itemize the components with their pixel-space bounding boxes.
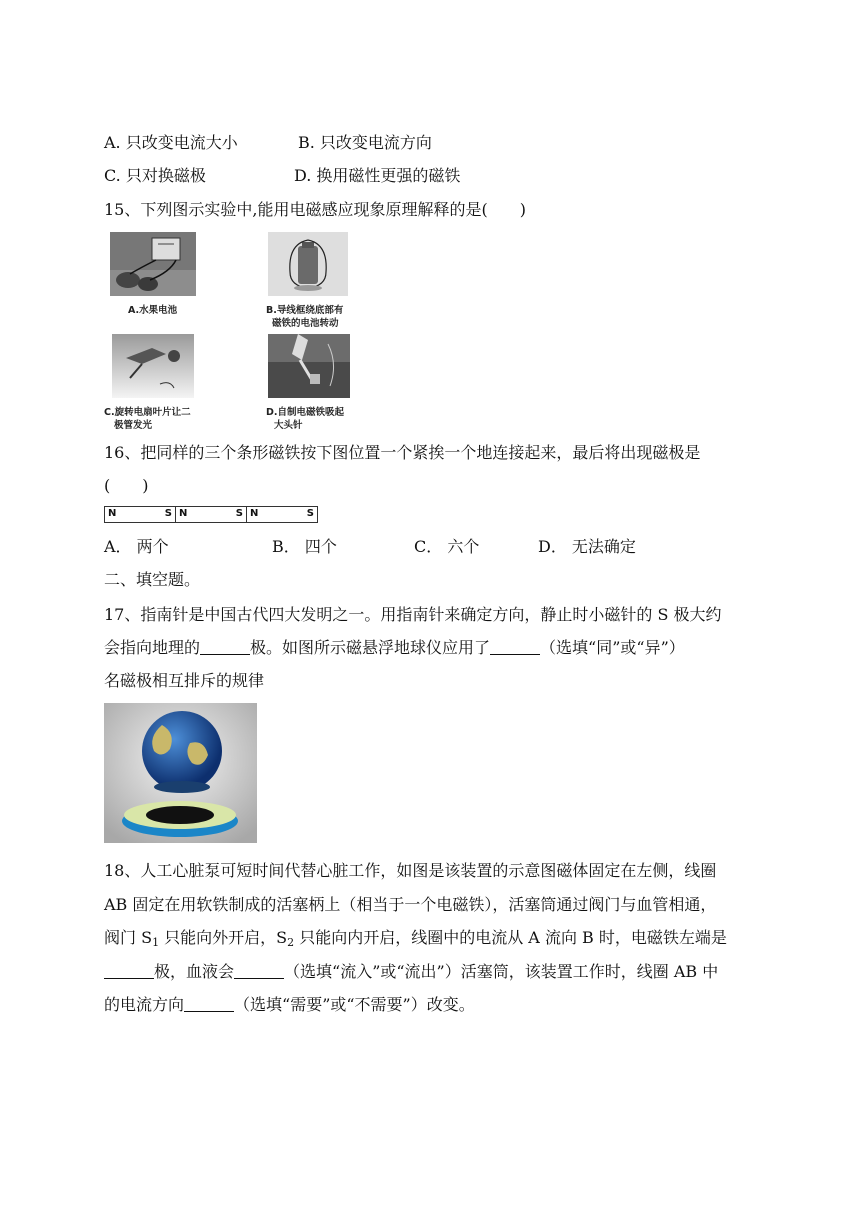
q18-line-1: 18、人工心脏泵可短时间代替心脏工作，如图是该装置的示意图磁体固定在左侧，线圈 (104, 861, 717, 880)
magnet-3-north: N (250, 508, 259, 519)
subscript: 1 (152, 936, 160, 949)
q14-option-a: A. 只改变电流大小 (104, 133, 238, 152)
bar-magnet-3 (246, 506, 318, 523)
answer-blank[interactable] (490, 638, 540, 655)
magnet-3-south: S (306, 508, 314, 519)
q18-line-3 (104, 928, 727, 948)
q17-line-2 (104, 638, 685, 658)
q18-text-c: 只能向内开启，线圈中的电流从 A 流向 B 时，电磁铁左端是 (294, 928, 727, 947)
q14-option-d: D. 换用磁性更强的磁铁 (294, 166, 461, 185)
fan-diode-photo (112, 334, 194, 398)
q18-text-b: 只能向外开启，S (159, 928, 288, 947)
figure-c-caption-2: 极管发光 (114, 420, 153, 431)
q18-text-d: 极，血液会 (154, 962, 235, 981)
bar-magnet-1 (104, 506, 176, 523)
subscript: 2 (287, 936, 295, 949)
answer-blank[interactable] (184, 995, 234, 1012)
q17-line-3: 名磁极相互排斥的规律 (104, 671, 265, 690)
q17-line-1: 17、指南针是中国古代四大发明之一。用指南针来确定方向，静止时小磁针的 S 极大约 (104, 605, 722, 624)
q18-text-a: 阀门 S (104, 928, 153, 947)
q15-stem: 15、下列图示实验中,能用电磁感应现象原理解释的是( ) (104, 200, 526, 219)
q17-text-a: 会指向地理的 (104, 638, 201, 657)
q16-option-d: D． 无法确定 (538, 537, 636, 556)
section-heading: 二、填空题。 (104, 570, 201, 589)
q18-text-e: （选填“流入”或“流出”）活塞筒，该装置工作时，线圈 AB 中 (284, 962, 719, 981)
q18-line-2: AB 固定在用软铁制成的活塞柄上（相当于一个电磁铁），活塞筒通过阀门与血管相通， (104, 895, 717, 914)
answer-blank[interactable] (234, 962, 284, 979)
magnet-2-south: S (235, 508, 243, 519)
fruit-battery-photo (110, 232, 196, 296)
figure-d-caption-2: 大头针 (274, 420, 303, 431)
q14-option-c: C. 只对换磁极 (104, 166, 206, 185)
figure-b-caption-2: 磁铁的电池转动 (272, 318, 339, 329)
bar-magnet-2 (175, 506, 247, 523)
bar-magnets-diagram (104, 506, 318, 523)
q16-option-b: B． 四个 (272, 537, 337, 556)
q18-line-4 (104, 962, 718, 982)
figure-b-caption-1: B.导线框绕底部有 (266, 305, 344, 316)
figure-c-caption-1: C.旋转电扇叶片让二 (104, 407, 191, 418)
electromagnet-pins-photo (268, 334, 350, 398)
q18-line-5 (104, 995, 475, 1015)
figure-a-caption: A.水果电池 (128, 305, 178, 316)
answer-blank[interactable] (200, 638, 250, 655)
q18-text-f: 的电流方向 (104, 995, 185, 1014)
answer-blank[interactable] (104, 962, 154, 979)
magnet-2-north: N (179, 508, 188, 519)
q17-text-b: 极。如图所示磁悬浮地球仪应用了 (250, 638, 491, 657)
q16-stem: 16、把同样的三个条形磁铁按下图位置一个紧挨一个地连接起来，最后将出现磁极是 (104, 443, 701, 462)
q17-text-c: （选填“同”或“异”） (540, 638, 685, 657)
magnet-1-north: N (108, 508, 117, 519)
q18-text-g: （选填“需要”或“不需要”）改变。 (234, 995, 475, 1014)
figure-d-caption-1: D.自制电磁铁吸起 (266, 407, 344, 418)
battery-wire-frame-photo (268, 232, 348, 296)
q14-option-b: B. 只改变电流方向 (298, 133, 432, 152)
q16-paren: ( ) (104, 476, 149, 495)
magnet-1-south: S (164, 508, 172, 519)
q16-option-a: A． 两个 (104, 537, 169, 556)
q16-option-c: C． 六个 (414, 537, 480, 556)
maglev-globe-photo (104, 703, 257, 843)
